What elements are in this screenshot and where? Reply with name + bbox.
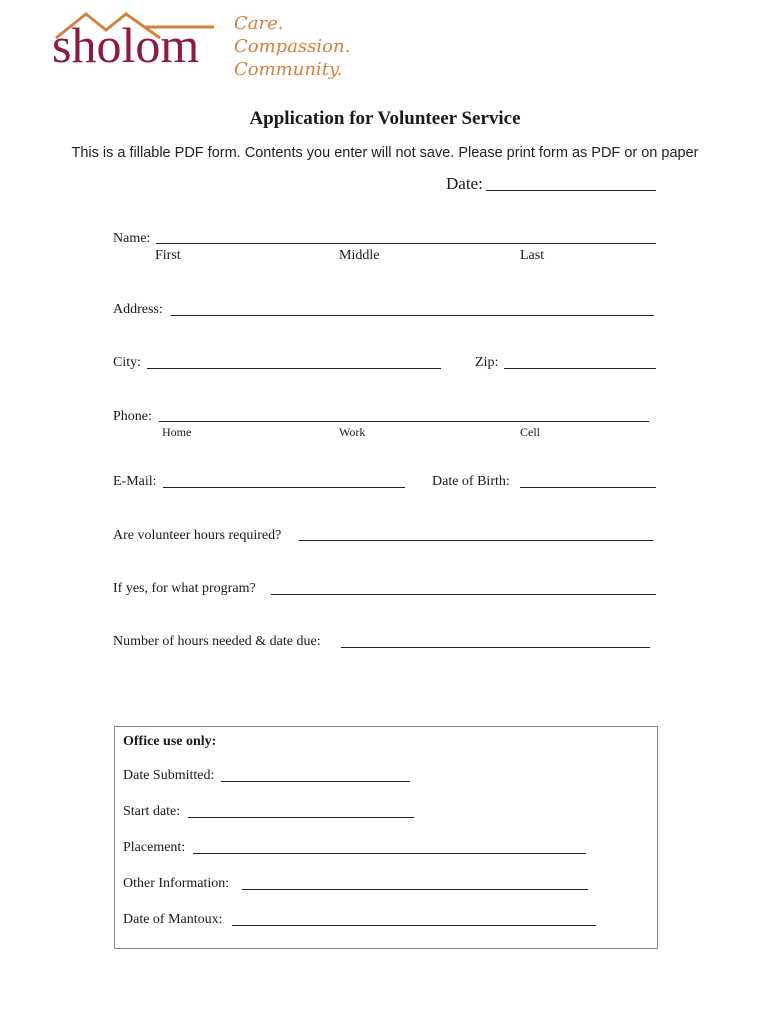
phone-sub-home: Home	[162, 425, 192, 439]
office-placement-field[interactable]	[193, 853, 586, 854]
name-sub-first: First	[155, 248, 181, 263]
city-field[interactable]	[147, 368, 441, 369]
city-label: City:	[113, 355, 142, 370]
dob-field[interactable]	[520, 487, 656, 488]
phone-sub-work: Work	[339, 425, 366, 439]
name-field[interactable]	[156, 243, 656, 244]
office-date-submitted-field[interactable]	[221, 781, 410, 782]
office-date-submitted-label: Date Submitted:	[123, 768, 215, 783]
tagline	[234, 12, 350, 81]
phone-sub-cell: Cell	[520, 425, 540, 439]
fillable-notice: This is a fillable PDF form. Contents you enter will not save. Please print form as PDF or on paper	[71, 145, 699, 161]
program-label: If yes, for what program?	[113, 581, 256, 596]
name-sub-middle: Middle	[339, 248, 380, 263]
hours-required-label: Are volunteer hours required?	[113, 528, 282, 543]
address-field[interactable]	[171, 315, 654, 316]
name-label: Name:	[113, 231, 151, 246]
hours-needed-field[interactable]	[341, 647, 650, 648]
hours-required-field[interactable]	[299, 540, 653, 541]
tagline-compassion: Compassion.	[234, 36, 351, 57]
office-other-info-label: Other Information:	[123, 876, 230, 891]
office-mantoux-field[interactable]	[232, 925, 596, 926]
office-heading: Office use only:	[123, 734, 217, 749]
office-start-date-field[interactable]	[188, 817, 414, 818]
date-field[interactable]	[486, 190, 656, 191]
phone-field[interactable]	[159, 421, 649, 422]
email-label: E-Mail:	[113, 474, 157, 489]
date-label: Date:	[446, 174, 483, 193]
phone-label: Phone:	[113, 409, 152, 424]
zip-field[interactable]	[504, 368, 656, 369]
logo-wordmark: sholom	[52, 17, 200, 73]
form-title: Application for Volunteer Service	[249, 108, 521, 129]
office-mantoux-label: Date of Mantoux:	[123, 912, 223, 927]
zip-label: Zip:	[475, 355, 499, 370]
name-sub-last: Last	[520, 248, 545, 263]
tagline-care: Care.	[234, 13, 284, 34]
email-field[interactable]	[163, 487, 405, 488]
office-start-date-label: Start date:	[123, 804, 181, 819]
program-field[interactable]	[271, 594, 656, 595]
tagline-community: Community.	[234, 59, 343, 80]
hours-needed-label: Number of hours needed & date due:	[113, 634, 321, 649]
dob-label: Date of Birth:	[432, 474, 510, 489]
office-placement-label: Placement:	[123, 840, 186, 855]
office-other-info-field[interactable]	[242, 889, 588, 890]
address-label: Address:	[113, 302, 163, 317]
